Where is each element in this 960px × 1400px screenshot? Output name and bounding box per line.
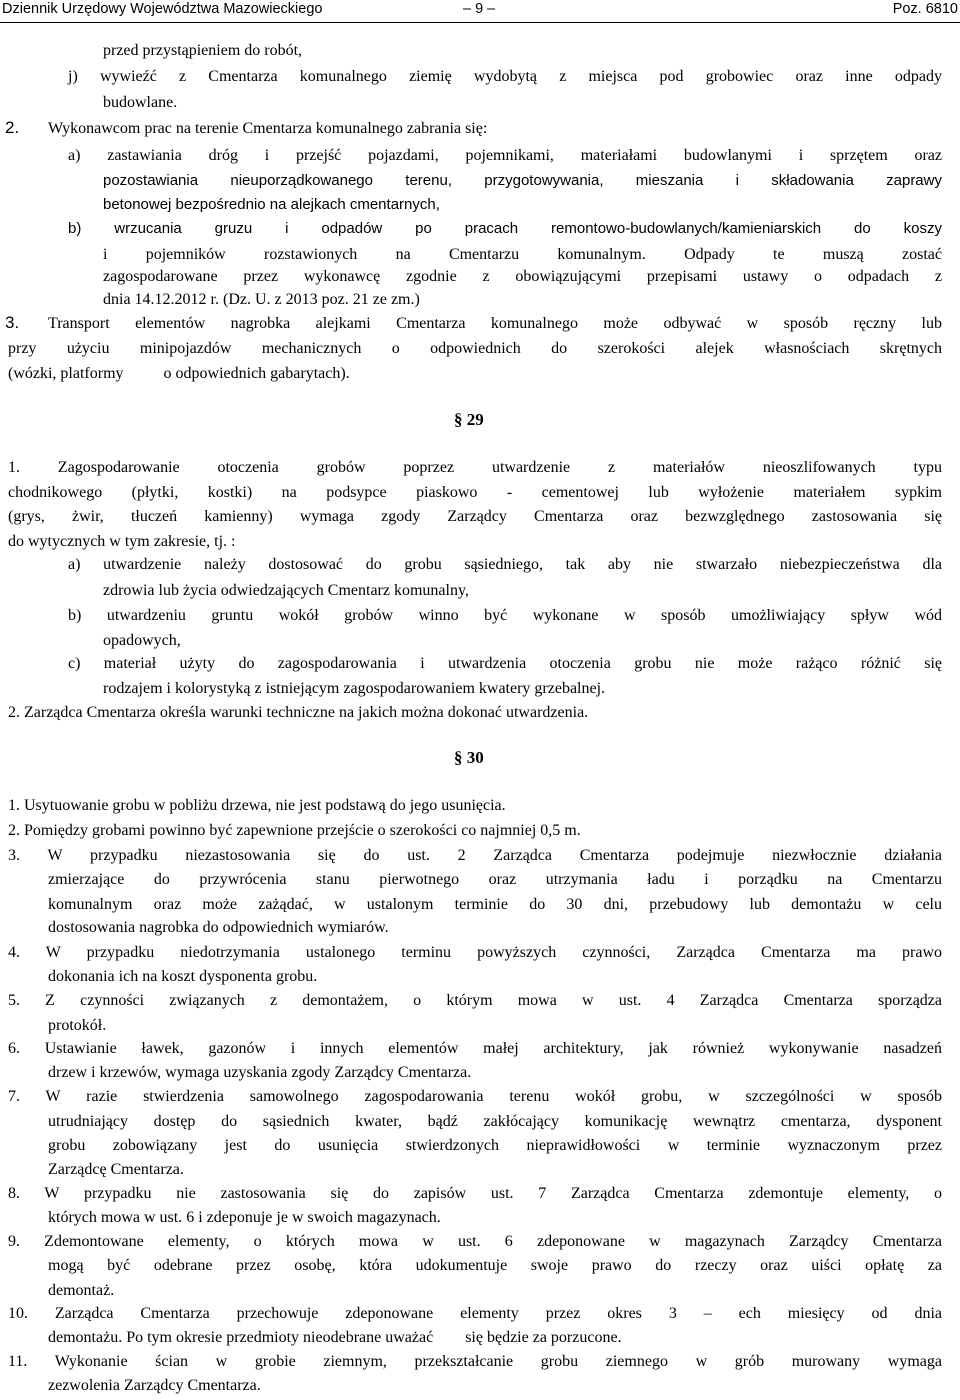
text-line: 1. Usytuowanie grobu w pobliżu drzewa, nie jest podstawą do jego usunięcia. xyxy=(8,797,506,814)
text-line: 10. Zarządca Cmentarza przechowuje zdeponowane elementy przez okres 3 – ech miesięcy od dnia xyxy=(8,1305,942,1322)
text-line: 4. W przypadku niedotrzymania ustalonego terminu powyższych czynności, Zarządca Cmentarza ma prawo xyxy=(8,944,942,961)
text-line: zmierzające do przywrócenia stanu pierwotnego oraz utrzymania ładu i porządku na Cmentarzu xyxy=(48,871,942,888)
text-line: 2. Pomiędzy grobami powinno być zapewnione przejście o szerokości co najmniej 0,5 m. xyxy=(8,822,581,839)
list-item-b: b) wrzucania gruzu i odpadów po pracach remontowo-budowlanych/kamieniarskich do koszy xyxy=(68,220,942,237)
page-number: – 9 – xyxy=(463,1,496,17)
section-number: 2. xyxy=(5,118,20,137)
text-line: przed przystąpieniem do robót, xyxy=(103,42,303,59)
paragraph-heading-30: § 30 xyxy=(454,748,484,767)
position-number: Poz. 6810 xyxy=(892,1,958,17)
text-line: drzew i krzewów, wymaga uzyskania zgody Zarządcy Cmentarza. xyxy=(48,1064,472,1081)
text-line: do wytycznych w tym zakresie, tj. : xyxy=(8,533,236,550)
text-line: 5. Z czynności związanych z demontażem, o którym mowa w ust. 4 Zarządca Cmentarza sporządza xyxy=(8,992,942,1009)
text-line: demontażu. Po tym okresie przedmioty nieodebrane uważać się będzie za porzucone. xyxy=(48,1329,622,1346)
text-line: Wykonawcom prac na terenie Cmentarza komunalnego zabrania się: xyxy=(48,120,488,137)
list-item-c: c) materiał użyty do zagospodarowania i utwardzenia otoczenia grobu nie może rażąco różnić się xyxy=(68,655,942,672)
paragraph-heading-29: § 29 xyxy=(454,410,484,429)
text-line: budowlane. xyxy=(103,94,178,111)
journal-title: Dziennik Urzędowy Województwa Mazowieckiego xyxy=(2,1,323,17)
text-line: opadowych, xyxy=(103,632,181,649)
text-line: dostosowania nagrobka do odpowiednich wymiarów. xyxy=(48,919,389,936)
text-line: Transport elementów nagrobka alejkami Cmentarza komunalnego może odbywać w sposób ręczny lub xyxy=(48,315,942,332)
text-line: rodzajem i kolorystyką z istniejącym zagospodarowaniem kwatery grzebalnej. xyxy=(103,680,606,697)
text-line: mogą być odebrane przez osobę, która udokumentuje swoje prawo do rzeczy oraz uiści opłatę za xyxy=(48,1257,942,1274)
text-line: chodnikowego (płytki, kostki) na podsypce piaskowo - cementowej lub wyłożenie materiałem sypkim xyxy=(8,484,942,501)
text-line: protokół. xyxy=(48,1017,107,1034)
text-line: komunalnym oraz może zażądać, w ustalonym terminie do 30 dni, przebudowy lub demontażu w celu xyxy=(48,896,942,913)
text-line: zdrowia lub życia odwiedzających Cmentarz komunalny, xyxy=(103,582,469,599)
text-line: (grys, żwir, tłuczeń kamienny) wymaga zgody Zarządcy Cmentarza oraz bezwzględnego zastosowania się xyxy=(8,508,942,525)
text-line: 8. W przypadku nie zastosowania się do zapisów ust. 7 Zarządca Cmentarza zdemontuje elementy, o xyxy=(8,1185,942,1202)
text-line: Zarządcę Cmentarza. xyxy=(48,1161,184,1178)
text-line: dnia 14.12.2012 r. (Dz. U. z 2013 poz. 21 ze zm.) xyxy=(103,291,420,308)
text-line: 6. Ustawianie ławek, gazonów i innych elementów małej architektury, jak również wykonywanie nasadzeń xyxy=(8,1040,942,1057)
list-item-a: a) zastawiania dróg i przejść pojazdami, pojemnikami, materiałami budowlanymi i sprzętem oraz xyxy=(68,147,942,164)
text-line: i pojemników rozstawionych na Cmentarzu komunalnym. Odpady te muszą zostać xyxy=(103,246,942,263)
text-line: betonowej bezpośrednio na alejkach cmentarnych, xyxy=(103,196,440,213)
text-line: przy użyciu minipojazdów mechanicznych o odpowiednich do szerokości alejek własnościach skrętnych xyxy=(8,340,942,357)
text-line: 7. W razie stwierdzenia samowolnego zagospodarowania terenu wokół grobu, w szczególności w sposób xyxy=(8,1088,942,1105)
text-line: grobu zobowiązany jest do usunięcia stwierdzonych nieprawidłowości w terminie wyznaczonym przez xyxy=(48,1137,942,1154)
text-line: 11. Wykonanie ścian w grobie ziemnym, przekształcanie grobu ziemnego w grób murowany wymaga xyxy=(8,1353,942,1370)
text-line: których mowa w ust. 6 i zdeponuje je w swoich magazynach. xyxy=(48,1209,441,1226)
section-number: 3. xyxy=(5,313,20,332)
text-line: 2. Zarządca Cmentarza określa warunki techniczne na jakich można dokonać utwardzenia. xyxy=(8,704,589,721)
text-line: 3. W przypadku niezastosowania się do ust. 2 Zarządca Cmentarza podejmuje niezwłocznie działania xyxy=(8,847,942,864)
text-line: pozostawiania nieuporządkowanego terenu, przygotowywania, mieszania i składowania zaprawy xyxy=(103,172,942,189)
text-line: 1. Zagospodarowanie otoczenia grobów poprzez utwardzenie z materiałów nieoszlifowanych typu xyxy=(8,459,942,476)
list-item-a: a) utwardzenie należy dostosować do grobu sąsiedniego, tak aby nie stwarzało niebezpieczeństwa dla xyxy=(68,556,942,573)
text-line: demontaż. xyxy=(48,1282,115,1299)
text-line: (wózki, platformy o odpowiednich gabarytach). xyxy=(8,365,350,382)
text-line: zezwolenia Zarządcy Cmentarza. xyxy=(48,1377,261,1394)
text-line: dokonania ich na koszt dysponenta grobu. xyxy=(48,968,318,985)
text-line: utrudniający dostęp do sąsiednich kwater, bądź zakłócający komunikację wewnątrz cmentarza, dysponent xyxy=(48,1113,942,1130)
list-item-j: j) wywieźć z Cmentarza komunalnego ziemię wydobytą z miejsca pod grobowiec oraz inne odpady xyxy=(68,68,942,85)
page-header xyxy=(0,0,960,23)
list-item-b: b) utwardzeniu gruntu wokół grobów winno być wykonane w sposób umożliwiający spływ wód xyxy=(68,607,942,624)
text-line: 9. Zdemontowane elementy, o których mowa w ust. 6 zdeponowane w magazynach Zarządcy Cmentarza xyxy=(8,1233,942,1250)
text-line: zagospodarowane przez wykonawcę zgodnie z obowiązującymi przepisami ustawy o odpadach z xyxy=(103,268,942,285)
